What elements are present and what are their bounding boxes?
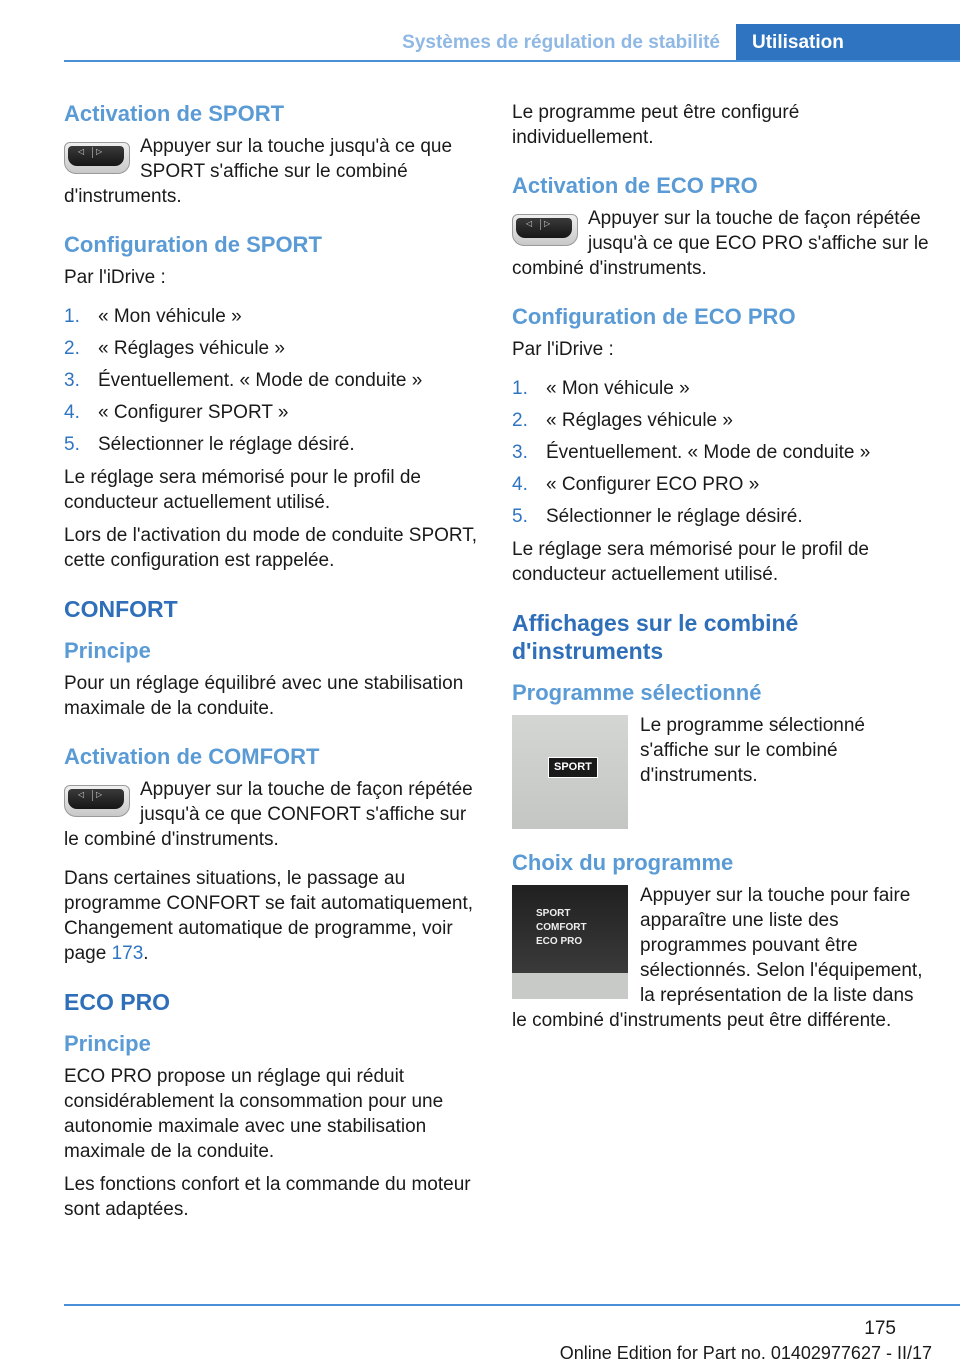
sport-config-steps	[64, 304, 478, 457]
driving-mode-button-icon: ◁ ▷	[512, 214, 578, 248]
list-item: 4. « Configurer ECO PRO »	[512, 474, 760, 495]
displays-heading: Affichages sur le combiné d'instruments	[512, 610, 799, 664]
list-item: 2. « Réglages véhicule »	[64, 338, 285, 359]
confort-principe-heading: Principe	[64, 638, 151, 663]
list-item: 3. Éventuellement. « Mode de conduite »	[64, 370, 423, 391]
list-item: 3. Éventuellement. « Mode de conduite »	[512, 442, 871, 463]
list-item: 4. « Configurer SPORT »	[64, 402, 289, 423]
driving-mode-button-icon: ◁ ▷	[64, 785, 130, 819]
ecopro-heading: ECO PRO	[64, 989, 171, 1015]
confort-heading: CONFORT	[64, 596, 178, 622]
list-item: 5. Sélectionner le réglage désiré.	[512, 506, 803, 527]
selected-program-text: Le programme sélectionné s'affiche sur le combiné d'instruments.	[640, 715, 865, 786]
header-chapter-label: Utilisation	[752, 32, 844, 53]
left-column	[64, 100, 478, 1230]
confort-activation-heading: Activation de COMFORT	[64, 744, 320, 769]
eco-activation-heading: Activation de ECO PRO	[512, 173, 758, 198]
eco-config-steps	[512, 376, 932, 529]
list-item: 1. « Mon véhicule »	[512, 378, 690, 399]
program-list-option: ECO PRO	[536, 936, 583, 947]
header-chapter-tab	[736, 24, 960, 62]
ecopro-principe-text: Les fonctions confort et la commande du moteur sont adaptées.	[64, 1174, 471, 1220]
confort-principe-text: Pour un réglage équilibré avec une stabilisation maximale de la conduite.	[64, 673, 464, 719]
sport-activation-heading: Activation de SPORT	[64, 101, 285, 126]
ecopro-principe-heading: Principe	[64, 1031, 151, 1056]
list-item: 2. « Réglages véhicule »	[512, 410, 733, 431]
eco-activation-text: Appuyer sur la touche de façon répétée jusqu'à ce que ECO PRO s'affiche sur le combiné d'instruments.	[512, 208, 929, 279]
program-list-display-image	[512, 885, 628, 999]
configuration-intro: Le programme peut être configuré individuellement.	[512, 102, 800, 148]
list-item: 5. Sélectionner le réglage désiré.	[64, 434, 355, 455]
sport-display-label: SPORT	[548, 757, 598, 778]
confort-auto-text: Dans certaines situations, le passage au programme CONFORT se fait automatiquement, Changement automatique de programme, voir page 173.	[64, 868, 474, 964]
sport-activation-text: Appuyer sur la touche jusqu'à ce que SPORT s'affiche sur le combiné d'instruments.	[64, 136, 453, 207]
eco-config-intro: Par l'iDrive :	[512, 339, 614, 360]
page-number: 175	[864, 1318, 896, 1339]
program-choice-text: Appuyer sur la touche pour faire apparaître une liste des programmes pouvant être sélectionnés. Selon l'équipement, la représentation de la liste dans le combiné d'instruments peut être différente.	[512, 885, 923, 1031]
eco-config-heading: Configuration de ECO PRO	[512, 304, 796, 329]
program-list-option: COMFORT	[536, 922, 587, 933]
right-column	[512, 100, 932, 1041]
page-reference-link[interactable]: 173	[111, 943, 144, 964]
program-choice-heading: Choix du programme	[512, 850, 734, 875]
sport-config-intro: Par l'iDrive :	[64, 267, 166, 288]
ecopro-principe-text: ECO PRO propose un réglage qui réduit considérablement la consommation pour une autonomie maximale avec une stabilisation maximale de la conduite.	[64, 1066, 444, 1162]
header-rule	[64, 60, 960, 62]
sport-display-image	[512, 715, 628, 829]
footer-rule	[64, 1304, 960, 1306]
list-item: 1. « Mon véhicule »	[64, 306, 242, 327]
sport-config-paragraph: Lors de l'activation du mode de conduite SPORT, cette configuration est rappelée.	[64, 525, 478, 571]
eco-config-paragraph: Le réglage sera mémorisé pour le profil de conducteur actuellement utilisé.	[512, 539, 869, 585]
edition-footer: Online Edition for Part no. 01402977627 - II/17	[559, 1343, 932, 1363]
selected-program-heading: Programme sélectionné	[512, 680, 762, 705]
confort-activation-text: Appuyer sur la touche de façon répétée jusqu'à ce que CONFORT s'affiche sur le combiné d'instruments.	[64, 779, 473, 850]
program-list-option: SPORT	[536, 908, 571, 919]
driving-mode-button-icon: ◁ ▷	[64, 142, 130, 176]
header-section-title: Systèmes de régulation de stabilité	[402, 32, 720, 53]
sport-config-paragraph: Le réglage sera mémorisé pour le profil de conducteur actuellement utilisé.	[64, 467, 421, 513]
sport-config-heading: Configuration de SPORT	[64, 232, 322, 257]
